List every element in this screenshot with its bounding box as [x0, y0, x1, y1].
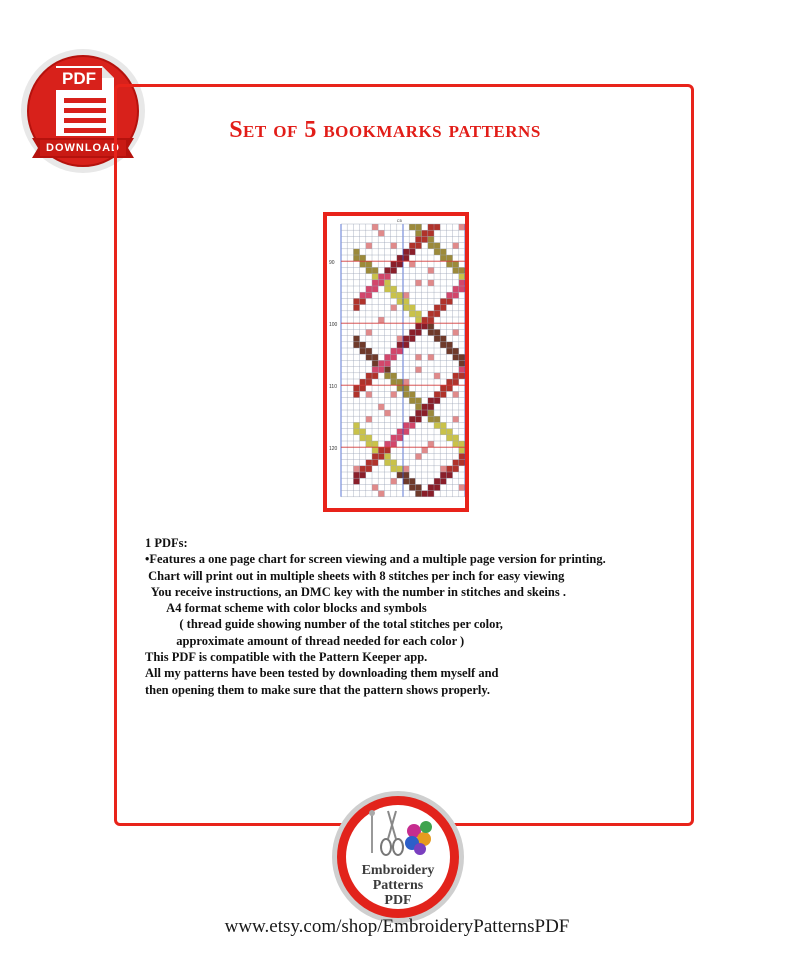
description [145, 535, 705, 698]
stitch-cell [397, 255, 403, 261]
stitch-cell [440, 305, 446, 311]
stitch-cell [459, 447, 465, 453]
stitch-cell [372, 373, 378, 379]
stitch-cell [353, 391, 359, 397]
stitch-cell [440, 391, 446, 397]
stitch-cell [391, 466, 397, 472]
stitch-cell [360, 348, 366, 354]
stitch-cell [434, 336, 440, 342]
stitch-cell [434, 224, 440, 230]
stitch-cell [422, 317, 428, 323]
stitch-cell [378, 317, 384, 323]
stitch-cell [353, 255, 359, 261]
stitch-cell [378, 491, 384, 497]
stitch-cell [391, 286, 397, 292]
description-line: Chart will print out in multiple sheets with 8 stitches per inch for easy viewing [145, 568, 565, 583]
stitch-cell [453, 348, 459, 354]
stitch-cell [366, 373, 372, 379]
stitch-cell [409, 305, 415, 311]
stitch-cell [403, 385, 409, 391]
stitch-cell [434, 422, 440, 428]
stitch-cell [453, 267, 459, 273]
stitch-cell [459, 460, 465, 466]
stitch-cell [391, 391, 397, 397]
stitch-cell [415, 317, 421, 323]
stitch-cell [403, 379, 409, 385]
stitch-cell [440, 255, 446, 261]
stitch-cell [397, 336, 403, 342]
stitch-cell [459, 280, 465, 286]
stitch-cell [453, 329, 459, 335]
stitch-cell [428, 317, 434, 323]
stitch-cell [446, 429, 452, 435]
page-title: Set of 5 bookmarks patterns [229, 117, 541, 143]
stitch-cell [409, 311, 415, 317]
stitch-cell [397, 435, 403, 441]
stitch-cell [415, 329, 421, 335]
stitch-cell [434, 398, 440, 404]
pdf-label: PDF [56, 68, 102, 90]
stitch-cell [440, 472, 446, 478]
stitch-cell [428, 484, 434, 490]
stitch-cell [360, 466, 366, 472]
stitch-cell [403, 336, 409, 342]
stitch-cell [415, 484, 421, 490]
stitch-cell [440, 429, 446, 435]
stitch-cell [372, 447, 378, 453]
stitch-cell [453, 416, 459, 422]
stitch-cell [378, 367, 384, 373]
stitch-cell [384, 410, 390, 416]
stitch-cell [360, 261, 366, 267]
stitch-cell [378, 274, 384, 280]
stitch-cell [384, 280, 390, 286]
stitch-cell [459, 484, 465, 490]
stitch-cell [360, 379, 366, 385]
stitch-cell [415, 236, 421, 242]
stitch-cell [434, 478, 440, 484]
stitch-cell [459, 360, 465, 366]
stitch-cell [428, 410, 434, 416]
stitch-cell [459, 441, 465, 447]
stitch-cell [434, 305, 440, 311]
stitch-cell [378, 230, 384, 236]
stitch-cell [453, 435, 459, 441]
stitch-cell [434, 416, 440, 422]
stitch-cell [397, 292, 403, 298]
stitch-cell [453, 460, 459, 466]
stitch-cell [353, 422, 359, 428]
stitch-cell [440, 385, 446, 391]
row-label: 120 [329, 446, 338, 453]
stitch-cell [409, 398, 415, 404]
stitch-cell [384, 286, 390, 292]
stitch-cell [428, 267, 434, 273]
stitch-cell [453, 243, 459, 249]
stitch-cell [446, 261, 452, 267]
stitch-cell [403, 298, 409, 304]
stitch-cell [366, 292, 372, 298]
stitch-cell [378, 360, 384, 366]
stitch-cell [453, 354, 459, 360]
stitch-cell [409, 484, 415, 490]
stitch-cell [422, 236, 428, 242]
stitch-cell [422, 323, 428, 329]
stitch-cell [428, 230, 434, 236]
stitch-cell [397, 466, 403, 472]
stitch-cell [440, 298, 446, 304]
stitch-cell [415, 311, 421, 317]
stitch-cell [384, 441, 390, 447]
shop-logo [328, 787, 468, 927]
stitch-cell [366, 379, 372, 385]
stitch-cell [372, 484, 378, 490]
stitch-cell [366, 435, 372, 441]
stitch-cell [428, 280, 434, 286]
stitch-cell [409, 336, 415, 342]
stitch-cell [353, 385, 359, 391]
stitch-cell [391, 435, 397, 441]
description-line: ( thread guide showing number of the total stitches per color, [145, 617, 503, 632]
stitch-cell [391, 354, 397, 360]
stitch-cell [428, 243, 434, 249]
stitch-cell [415, 230, 421, 236]
stitch-cell [397, 348, 403, 354]
stitch-cell [415, 224, 421, 230]
description-line: then opening them to make sure that the pattern shows properly. [145, 682, 491, 697]
description-line: approximate amount of thread needed for each color ) [145, 633, 465, 648]
stitch-cell [384, 453, 390, 459]
stitch-cell [378, 280, 384, 286]
stitch-cell [397, 342, 403, 348]
stitch-cell [434, 484, 440, 490]
description-line: This PDF is compatible with the Pattern Keeper app. [145, 650, 428, 665]
stitch-cell [397, 261, 403, 267]
stitch-cell [440, 342, 446, 348]
description-line: You receive instructions, an DMC key with the number in stitches and skeins . [145, 584, 566, 599]
stitch-cell [372, 453, 378, 459]
stitch-cell [391, 460, 397, 466]
stitch-cell [372, 441, 378, 447]
stitch-cell [428, 329, 434, 335]
description-line: •Features a one page chart for screen viewing and a multiple page version for printing. [145, 552, 606, 567]
stitch-cell [391, 292, 397, 298]
stitch-cell [453, 261, 459, 267]
stitch-cell [353, 466, 359, 472]
stitch-cell [440, 249, 446, 255]
stitch-cell [428, 323, 434, 329]
stitch-cell [372, 367, 378, 373]
stitch-cell [459, 267, 465, 273]
stitch-cell [453, 373, 459, 379]
stitch-cell [360, 385, 366, 391]
stitch-cell [360, 472, 366, 478]
stitch-cell [415, 404, 421, 410]
stitch-cell [372, 280, 378, 286]
logo-text-3: PDF [384, 893, 412, 908]
stitch-cell [353, 342, 359, 348]
stitch-cell [378, 404, 384, 410]
stitch-cell [353, 472, 359, 478]
logo-text-2: Patterns [372, 878, 424, 893]
stitch-cell [403, 466, 409, 472]
stitch-cell [428, 404, 434, 410]
stitch-cell [366, 354, 372, 360]
stitch-cell [446, 472, 452, 478]
stitch-cell [459, 373, 465, 379]
stitch-cell [384, 274, 390, 280]
stitch-cell [434, 249, 440, 255]
stitch-cell [353, 336, 359, 342]
column-label: C5 [396, 218, 402, 223]
stitch-cell [397, 429, 403, 435]
stitch-cell [378, 447, 384, 453]
stitch-cell [366, 466, 372, 472]
stitch-cell [366, 460, 372, 466]
stitch-cell [415, 280, 421, 286]
stitch-cell [372, 360, 378, 366]
stitch-cell [384, 354, 390, 360]
stitch-cell [434, 391, 440, 397]
stitch-cell [403, 478, 409, 484]
stitch-cell [440, 422, 446, 428]
stitch-cell [366, 286, 372, 292]
stitch-cell [415, 243, 421, 249]
stitch-cell [366, 267, 372, 273]
logo-text-1: Embroidery [361, 863, 435, 878]
stitch-cell [434, 243, 440, 249]
stitch-cell [453, 441, 459, 447]
stitch-cell [366, 416, 372, 422]
stitch-cell [459, 453, 465, 459]
stitch-cell [403, 292, 409, 298]
stitch-cell [403, 305, 409, 311]
stitch-cell [391, 305, 397, 311]
stitch-cell [397, 298, 403, 304]
stitch-cell [403, 255, 409, 261]
stitch-cell [409, 422, 415, 428]
stitch-cell [403, 472, 409, 478]
stitch-cell [446, 379, 452, 385]
stitch-cell [372, 224, 378, 230]
stitch-cell [453, 466, 459, 472]
stitch-cell [422, 410, 428, 416]
stitch-cell [453, 391, 459, 397]
stitch-cell [378, 453, 384, 459]
stitch-cell [415, 491, 421, 497]
stitch-cell [409, 416, 415, 422]
stitch-cell [409, 391, 415, 397]
stitch-cell [366, 348, 372, 354]
stitch-cell [422, 230, 428, 236]
stitch-cell [415, 453, 421, 459]
stitch-cell [446, 298, 452, 304]
description-line: 1 PDFs: [145, 536, 188, 550]
stitch-cell [422, 404, 428, 410]
stitch-cell [403, 429, 409, 435]
stitch-cell [446, 466, 452, 472]
stitch-cell [446, 342, 452, 348]
stitch-cell [360, 429, 366, 435]
stitch-cell [459, 274, 465, 280]
stitch-cell [459, 367, 465, 373]
stitch-cell [446, 255, 452, 261]
description-line: All my patterns have been tested by downloading them myself and [145, 666, 499, 681]
stitch-cell [434, 329, 440, 335]
stitch-cell [391, 243, 397, 249]
stitch-cell [353, 305, 359, 311]
stitch-cell [428, 398, 434, 404]
stitch-cell [415, 410, 421, 416]
stitch-cell [459, 224, 465, 230]
stitch-cell [434, 373, 440, 379]
stitch-cell [384, 460, 390, 466]
stitch-cell [360, 292, 366, 298]
stitch-cell [403, 249, 409, 255]
stitch-cell [391, 478, 397, 484]
stitch-cell [409, 224, 415, 230]
stitch-cell [384, 360, 390, 366]
stitch-cell [397, 385, 403, 391]
row-label: 100 [329, 322, 338, 329]
stitch-cell [446, 435, 452, 441]
stitch-cell [415, 398, 421, 404]
stitch-cell [453, 292, 459, 298]
stitch-cell [409, 478, 415, 484]
stitch-cell [428, 354, 434, 360]
stitch-cell [391, 379, 397, 385]
stitch-cell [428, 441, 434, 447]
stitch-cell [391, 348, 397, 354]
stitch-cell [446, 292, 452, 298]
stitch-cell [415, 367, 421, 373]
stitch-cell [384, 367, 390, 373]
stitch-cell [397, 379, 403, 385]
stitch-cell [391, 373, 397, 379]
stitch-cell [440, 466, 446, 472]
row-label: 110 [329, 384, 337, 391]
stitch-cell [353, 429, 359, 435]
stitch-cell [440, 478, 446, 484]
stitch-cell [372, 274, 378, 280]
stitch-cell [446, 385, 452, 391]
stitch-cell [384, 267, 390, 273]
stitch-cell [353, 298, 359, 304]
stitch-cell [428, 236, 434, 242]
stitch-cell [372, 267, 378, 273]
stitch-cell [360, 255, 366, 261]
stitch-cell [384, 373, 390, 379]
stitch-cell [403, 422, 409, 428]
stitch-cell [415, 323, 421, 329]
stitch-cell [391, 267, 397, 273]
stitch-cell [422, 447, 428, 453]
pattern-chart-preview [323, 212, 469, 512]
stitch-cell [428, 416, 434, 422]
stitch-cell [428, 491, 434, 497]
stitch-cell [372, 354, 378, 360]
stitch-cell [409, 261, 415, 267]
description-line: A4 format scheme with color blocks and symbols [145, 601, 427, 616]
stitch-cell [391, 441, 397, 447]
download-label: DOWNLOAD [46, 142, 120, 154]
stitch-cell [397, 472, 403, 478]
stitch-cell [384, 447, 390, 453]
stitch-cell [366, 329, 372, 335]
stitch-cell [428, 224, 434, 230]
stitch-cell [366, 391, 372, 397]
stitch-cell [372, 460, 378, 466]
stitch-cell [453, 379, 459, 385]
stitch-cell [360, 298, 366, 304]
stitch-cell [391, 261, 397, 267]
pattern-grid [327, 216, 465, 508]
stitch-cell [353, 478, 359, 484]
stitch-cell [459, 354, 465, 360]
stitch-cell [409, 249, 415, 255]
stitch-cell [415, 354, 421, 360]
stitch-cell [360, 342, 366, 348]
stitch-cell [453, 286, 459, 292]
stitch-cell [422, 491, 428, 497]
stitch-cell [409, 243, 415, 249]
stitch-cell [366, 441, 372, 447]
row-label: 90 [329, 260, 335, 267]
stitch-cell [366, 243, 372, 249]
stitch-cell [372, 286, 378, 292]
stitch-cell [403, 342, 409, 348]
stitch-cell [440, 336, 446, 342]
stitch-cell [459, 286, 465, 292]
stitch-cell [409, 329, 415, 335]
stitch-cell [353, 249, 359, 255]
stitch-cell [415, 416, 421, 422]
shop-url: www.etsy.com/shop/EmbroideryPatternsPDF [224, 916, 570, 937]
stitch-cell [366, 261, 372, 267]
stitch-cell [360, 435, 366, 441]
stitch-cell [428, 311, 434, 317]
stitch-cell [446, 348, 452, 354]
stitch-cell [403, 391, 409, 397]
stitch-cell [434, 311, 440, 317]
